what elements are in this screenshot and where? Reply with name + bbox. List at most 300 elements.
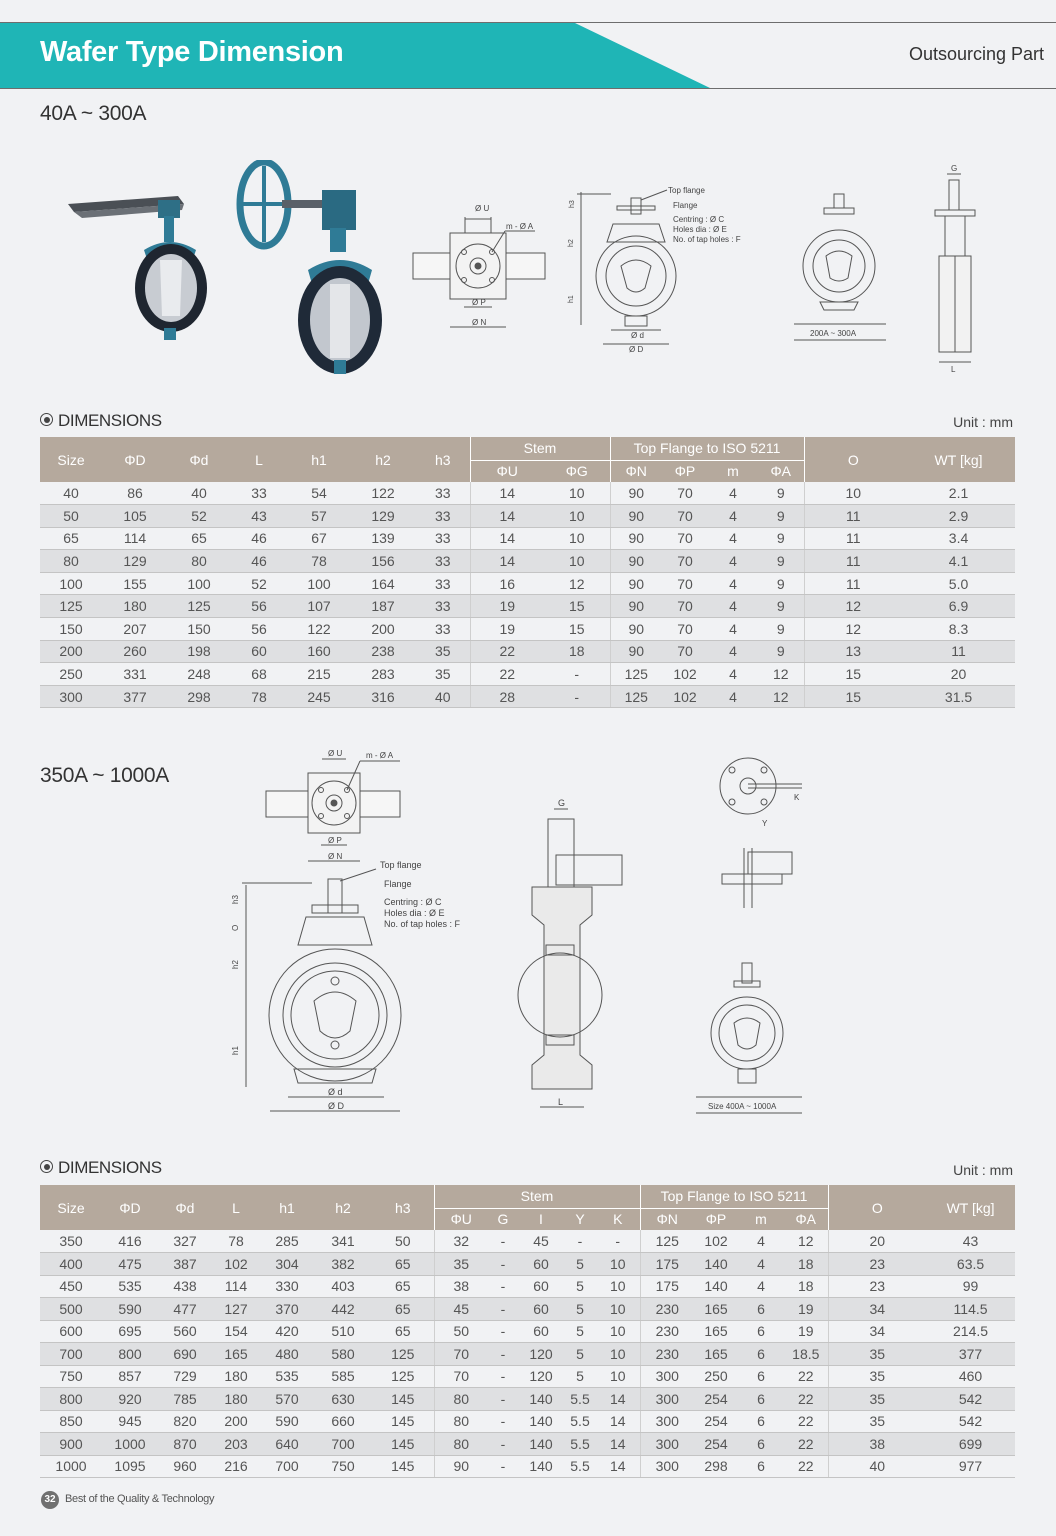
table-cell: 23 bbox=[828, 1253, 926, 1276]
table-cell: 700 bbox=[40, 1343, 102, 1366]
h2-label: h2 bbox=[568, 239, 575, 247]
table-cell: 542 bbox=[926, 1410, 1015, 1433]
table-cell: 327 bbox=[158, 1230, 212, 1253]
table-cell: - bbox=[488, 1298, 518, 1321]
table-cell: 155 bbox=[102, 572, 168, 595]
table-cell: 19 bbox=[470, 595, 544, 618]
k-label: K bbox=[794, 793, 800, 802]
table-cell: 120 bbox=[518, 1365, 564, 1388]
group-top-flange: Top Flange to ISO 5211 bbox=[610, 437, 804, 460]
table-cell: 298 bbox=[694, 1455, 738, 1478]
top-flange-drawing-large bbox=[260, 745, 410, 870]
table-cell: 4 bbox=[738, 1275, 784, 1298]
table-cell: 6 bbox=[738, 1455, 784, 1478]
table-cell: - bbox=[544, 663, 610, 686]
centring-label-2: Centring : Ø C bbox=[384, 897, 442, 907]
table-cell: 165 bbox=[212, 1343, 260, 1366]
table-cell: 65 bbox=[168, 527, 230, 550]
g-label: G bbox=[951, 164, 958, 173]
table-row bbox=[40, 595, 1015, 618]
col-h2: h2 bbox=[314, 1185, 372, 1230]
table-cell: 695 bbox=[102, 1320, 158, 1343]
table-cell: 35 bbox=[828, 1410, 926, 1433]
table-cell: 4 bbox=[708, 550, 758, 573]
table-cell: 8.3 bbox=[902, 618, 1015, 641]
table-cell: 442 bbox=[314, 1298, 372, 1321]
table-cell: 22 bbox=[470, 640, 544, 663]
table-cell: 22 bbox=[784, 1410, 828, 1433]
table-cell: 857 bbox=[102, 1365, 158, 1388]
table-cell: 5 bbox=[564, 1253, 596, 1276]
table-cell: 145 bbox=[372, 1455, 434, 1478]
table-cell: 690 bbox=[158, 1343, 212, 1366]
table-cell: 60 bbox=[518, 1320, 564, 1343]
table-cell: 154 bbox=[212, 1320, 260, 1343]
table-cell: 100 bbox=[168, 572, 230, 595]
table-cell: 90 bbox=[610, 527, 662, 550]
col-D: ΦD bbox=[102, 1185, 158, 1230]
table-cell: 438 bbox=[158, 1275, 212, 1298]
flange-label: Flange bbox=[673, 201, 698, 210]
table-cell: 350 bbox=[40, 1230, 102, 1253]
table-cell: 5 bbox=[564, 1298, 596, 1321]
table-cell: 331 bbox=[102, 663, 168, 686]
table-cell: 300 bbox=[40, 685, 102, 708]
table-cell: 114.5 bbox=[926, 1298, 1015, 1321]
table-cell: 114 bbox=[102, 527, 168, 550]
ma-label: m - Ø A bbox=[506, 222, 534, 231]
page-number-badge: 32 bbox=[41, 1491, 59, 1509]
table-cell: 70 bbox=[434, 1365, 488, 1388]
table-cell: 729 bbox=[158, 1365, 212, 1388]
table-cell: 80 bbox=[168, 550, 230, 573]
table-cell: 4 bbox=[738, 1253, 784, 1276]
table-cell: 35 bbox=[416, 663, 470, 686]
table-cell: 68 bbox=[230, 663, 288, 686]
table-cell: 5.5 bbox=[564, 1388, 596, 1411]
table-cell: 43 bbox=[926, 1230, 1015, 1253]
holes-label-2: Holes dia : Ø E bbox=[384, 908, 445, 918]
table-cell: 800 bbox=[40, 1388, 102, 1411]
table-cell: 102 bbox=[694, 1230, 738, 1253]
table-cell: 99 bbox=[926, 1275, 1015, 1298]
table-cell: 57 bbox=[288, 505, 350, 528]
table-cell: 300 bbox=[640, 1455, 694, 1478]
table-cell: 35 bbox=[828, 1388, 926, 1411]
table-cell: 102 bbox=[212, 1253, 260, 1276]
table-cell: 18 bbox=[544, 640, 610, 663]
table-cell: 33 bbox=[230, 482, 288, 505]
table-cell: 120 bbox=[518, 1343, 564, 1366]
table-cell: - bbox=[488, 1230, 518, 1253]
table-cell: 70 bbox=[662, 595, 708, 618]
col-d: Φd bbox=[168, 437, 230, 482]
table-cell: 238 bbox=[350, 640, 416, 663]
table-cell: 70 bbox=[662, 640, 708, 663]
table-cell: 52 bbox=[168, 505, 230, 528]
table-cell: 11 bbox=[804, 550, 902, 573]
table-cell: 33 bbox=[416, 550, 470, 573]
category-label: Outsourcing Part bbox=[908, 44, 1044, 64]
table-cell: 165 bbox=[694, 1298, 738, 1321]
table-cell: 125 bbox=[168, 595, 230, 618]
table-cell: 22 bbox=[784, 1433, 828, 1456]
table-cell: 14 bbox=[470, 550, 544, 573]
table-cell: 125 bbox=[372, 1343, 434, 1366]
table-cell: 35 bbox=[828, 1365, 926, 1388]
table-cell: 420 bbox=[260, 1320, 314, 1343]
table-cell: 9 bbox=[758, 505, 804, 528]
table-cell: 105 bbox=[102, 505, 168, 528]
table-row bbox=[40, 1365, 1015, 1388]
table-row bbox=[40, 1433, 1015, 1456]
table-cell: 140 bbox=[518, 1455, 564, 1478]
table-cell: 90 bbox=[610, 618, 662, 641]
table-cell: 90 bbox=[610, 572, 662, 595]
table-cell: 480 bbox=[260, 1343, 314, 1366]
col-h3: h3 bbox=[416, 437, 470, 482]
table-cell: 254 bbox=[694, 1410, 738, 1433]
table-cell: 127 bbox=[212, 1298, 260, 1321]
table-row bbox=[40, 685, 1015, 708]
table-cell: 207 bbox=[102, 618, 168, 641]
table-cell: 5 bbox=[564, 1365, 596, 1388]
table-cell: 38 bbox=[434, 1275, 488, 1298]
table-cell: 86 bbox=[102, 482, 168, 505]
table-cell: 90 bbox=[610, 482, 662, 505]
table-cell: 316 bbox=[350, 685, 416, 708]
table-cell: 215 bbox=[288, 663, 350, 686]
table-cell: 80 bbox=[40, 550, 102, 573]
table-cell: 6 bbox=[738, 1410, 784, 1433]
table-cell: - bbox=[488, 1455, 518, 1478]
h2-label-2: h2 bbox=[231, 960, 240, 969]
table-cell: 40 bbox=[828, 1455, 926, 1478]
col-K: K bbox=[596, 1208, 640, 1230]
table-cell: - bbox=[596, 1230, 640, 1253]
table-cell: 90 bbox=[610, 505, 662, 528]
table-cell: 14 bbox=[596, 1388, 640, 1411]
table-cell: 140 bbox=[694, 1275, 738, 1298]
table-cell: 960 bbox=[158, 1455, 212, 1478]
table-cell: 33 bbox=[416, 572, 470, 595]
gear-valve-photo bbox=[230, 160, 390, 380]
table-cell: 510 bbox=[314, 1320, 372, 1343]
table-cell: 129 bbox=[102, 550, 168, 573]
table-cell: 10 bbox=[596, 1275, 640, 1298]
table-cell: 125 bbox=[610, 663, 662, 686]
col-I: I bbox=[518, 1208, 564, 1230]
table-cell: 67 bbox=[288, 527, 350, 550]
table-cell: 180 bbox=[102, 595, 168, 618]
taps-label: No. of tap holes : F bbox=[673, 235, 741, 244]
table-cell: 122 bbox=[350, 482, 416, 505]
table-cell: 56 bbox=[230, 595, 288, 618]
table-cell: 900 bbox=[40, 1433, 102, 1456]
ma-label-2: m - Ø A bbox=[366, 751, 394, 760]
centring-label: Centring : Ø C bbox=[673, 215, 725, 224]
lever-valve-photo bbox=[60, 190, 220, 350]
table-cell: 370 bbox=[260, 1298, 314, 1321]
table-cell: 165 bbox=[694, 1343, 738, 1366]
table-cell: 800 bbox=[102, 1343, 158, 1366]
table-cell: 65 bbox=[372, 1320, 434, 1343]
side-view-drawing-large bbox=[510, 795, 640, 1115]
table-cell: 300 bbox=[640, 1388, 694, 1411]
table-cell: 4 bbox=[738, 1230, 784, 1253]
table-cell: 70 bbox=[662, 527, 708, 550]
table-cell: 535 bbox=[260, 1365, 314, 1388]
table-row bbox=[40, 1320, 1015, 1343]
table-cell: 63.5 bbox=[926, 1253, 1015, 1276]
table-cell: 70 bbox=[434, 1343, 488, 1366]
page-title: Wafer Type Dimension bbox=[40, 36, 344, 68]
table-cell: - bbox=[488, 1365, 518, 1388]
size-note-label-2: Size 400A ~ 1000A bbox=[708, 1102, 777, 1111]
table-cell: 46 bbox=[230, 527, 288, 550]
table-cell: 870 bbox=[158, 1433, 212, 1456]
table-cell: 140 bbox=[518, 1388, 564, 1411]
bullet-icon bbox=[40, 413, 53, 426]
col-m: m bbox=[738, 1208, 784, 1230]
table-cell: 140 bbox=[518, 1433, 564, 1456]
table-cell: 65 bbox=[372, 1298, 434, 1321]
table-cell: - bbox=[564, 1230, 596, 1253]
table-cell: 65 bbox=[40, 527, 102, 550]
table-cell: 14 bbox=[596, 1410, 640, 1433]
table-cell: 535 bbox=[102, 1275, 158, 1298]
table-cell: 9 bbox=[758, 482, 804, 505]
table-cell: 18 bbox=[784, 1253, 828, 1276]
table-cell: 31.5 bbox=[902, 685, 1015, 708]
table-cell: 9 bbox=[758, 527, 804, 550]
table-cell: 12 bbox=[758, 685, 804, 708]
table-cell: 750 bbox=[314, 1455, 372, 1478]
g-label-2: G bbox=[558, 798, 566, 808]
table-cell: 11 bbox=[804, 505, 902, 528]
table-cell: 22 bbox=[470, 663, 544, 686]
size-note-label: 200A ~ 300A bbox=[810, 329, 857, 338]
table-cell: 12 bbox=[544, 572, 610, 595]
table-cell: 32 bbox=[434, 1230, 488, 1253]
table-cell: 699 bbox=[926, 1433, 1015, 1456]
table-cell: 630 bbox=[314, 1388, 372, 1411]
table-cell: 70 bbox=[662, 618, 708, 641]
table-cell: 945 bbox=[102, 1410, 158, 1433]
table-cell: 90 bbox=[610, 640, 662, 663]
col-h2: h2 bbox=[350, 437, 416, 482]
table-cell: - bbox=[488, 1320, 518, 1343]
table-cell: 80 bbox=[434, 1433, 488, 1456]
table-cell: 403 bbox=[314, 1275, 372, 1298]
h3-label-2: h3 bbox=[231, 895, 240, 904]
table-cell: 2.9 bbox=[902, 505, 1015, 528]
col-P: ΦP bbox=[662, 460, 708, 482]
table-cell: 160 bbox=[288, 640, 350, 663]
table-cell: 50 bbox=[40, 505, 102, 528]
table-cell: 70 bbox=[662, 482, 708, 505]
table-cell: 33 bbox=[416, 505, 470, 528]
table-cell: 10 bbox=[544, 527, 610, 550]
table-cell: 4 bbox=[708, 685, 758, 708]
table-cell: 250 bbox=[40, 663, 102, 686]
table-cell: 90 bbox=[434, 1455, 488, 1478]
col-size: Size bbox=[40, 1185, 102, 1230]
table-cell: 6.9 bbox=[902, 595, 1015, 618]
table-cell: 600 bbox=[40, 1320, 102, 1343]
table-cell: 5.5 bbox=[564, 1455, 596, 1478]
table-cell: 35 bbox=[828, 1343, 926, 1366]
group-stem: Stem bbox=[434, 1185, 640, 1208]
table-cell: 129 bbox=[350, 505, 416, 528]
table-cell: 11 bbox=[902, 640, 1015, 663]
table-cell: 70 bbox=[662, 572, 708, 595]
table-cell: 920 bbox=[102, 1388, 158, 1411]
table-cell: 125 bbox=[640, 1230, 694, 1253]
table-cell: 107 bbox=[288, 595, 350, 618]
table-cell: 4 bbox=[708, 482, 758, 505]
table-cell: 4 bbox=[708, 572, 758, 595]
table-cell: 585 bbox=[314, 1365, 372, 1388]
table-cell: 460 bbox=[926, 1365, 1015, 1388]
table-cell: 1095 bbox=[102, 1455, 158, 1478]
top-flange-label-2: Top flange bbox=[380, 860, 422, 870]
table-cell: 10 bbox=[544, 482, 610, 505]
col-U: ΦU bbox=[434, 1208, 488, 1230]
table-cell: 6 bbox=[738, 1343, 784, 1366]
table-cell: 4 bbox=[708, 527, 758, 550]
table-cell: 22 bbox=[784, 1455, 828, 1478]
table-cell: 156 bbox=[350, 550, 416, 573]
d-big-label: Ø D bbox=[629, 345, 644, 354]
table-cell: 35 bbox=[416, 640, 470, 663]
table-cell: 33 bbox=[416, 595, 470, 618]
footer-tagline: Best of the Quality & Technology bbox=[65, 1493, 215, 1505]
table-cell: 260 bbox=[102, 640, 168, 663]
table-cell: 102 bbox=[662, 663, 708, 686]
table-cell: 15 bbox=[544, 618, 610, 641]
col-WT: WT [kg] bbox=[926, 1185, 1015, 1230]
table-cell: 10 bbox=[804, 482, 902, 505]
col-WT: WT [kg] bbox=[902, 437, 1015, 482]
table-cell: 18.5 bbox=[784, 1343, 828, 1366]
table-cell: 125 bbox=[372, 1365, 434, 1388]
col-d: Φd bbox=[158, 1185, 212, 1230]
table-cell: 1000 bbox=[102, 1433, 158, 1456]
top-flange-drawing-small bbox=[405, 195, 555, 340]
table-cell: 60 bbox=[518, 1253, 564, 1276]
table-cell: 15 bbox=[804, 685, 902, 708]
h1-label: h1 bbox=[568, 295, 575, 303]
table-cell: 139 bbox=[350, 527, 416, 550]
table-cell: 9 bbox=[758, 595, 804, 618]
o-label-2: O bbox=[231, 924, 240, 931]
col-A: ΦA bbox=[784, 1208, 828, 1230]
top-flange-label: Top flange bbox=[668, 186, 705, 195]
table-row bbox=[40, 527, 1015, 550]
col-D: ΦD bbox=[102, 437, 168, 482]
table-cell: 977 bbox=[926, 1455, 1015, 1478]
section1-dimension-table bbox=[40, 437, 1015, 708]
table-cell: 475 bbox=[102, 1253, 158, 1276]
table-cell: 200 bbox=[40, 640, 102, 663]
table-cell: 28 bbox=[470, 685, 544, 708]
table-cell: 145 bbox=[372, 1433, 434, 1456]
col-O: O bbox=[828, 1185, 926, 1230]
table-cell: 330 bbox=[260, 1275, 314, 1298]
table-cell: 20 bbox=[828, 1230, 926, 1253]
table-cell: 9 bbox=[758, 572, 804, 595]
table-cell: 100 bbox=[40, 572, 102, 595]
table-cell: 33 bbox=[416, 482, 470, 505]
table-cell: 820 bbox=[158, 1410, 212, 1433]
section2-unit: Unit : mm bbox=[953, 1162, 1013, 1178]
table-row bbox=[40, 1230, 1015, 1253]
table-cell: 560 bbox=[158, 1320, 212, 1343]
table-cell: 285 bbox=[260, 1230, 314, 1253]
table-cell: 90 bbox=[610, 595, 662, 618]
table-row bbox=[40, 663, 1015, 686]
large-size-front-drawing bbox=[790, 190, 900, 350]
col-O: O bbox=[804, 437, 902, 482]
col-A: ΦA bbox=[758, 460, 804, 482]
table-cell: 377 bbox=[102, 685, 168, 708]
table-cell: 11 bbox=[804, 527, 902, 550]
table-cell: 6 bbox=[738, 1320, 784, 1343]
table-cell: 45 bbox=[434, 1298, 488, 1321]
group-stem: Stem bbox=[470, 437, 610, 460]
table-cell: 245 bbox=[288, 685, 350, 708]
table-cell: 750 bbox=[40, 1365, 102, 1388]
table-cell: 140 bbox=[694, 1253, 738, 1276]
table-row bbox=[40, 505, 1015, 528]
table-cell: 14 bbox=[470, 505, 544, 528]
table-cell: 165 bbox=[694, 1320, 738, 1343]
table-cell: 54 bbox=[288, 482, 350, 505]
table-cell: 5 bbox=[564, 1320, 596, 1343]
table-cell: 6 bbox=[738, 1433, 784, 1456]
table-cell: 4 bbox=[708, 618, 758, 641]
table-cell: 10 bbox=[544, 550, 610, 573]
table-cell: 50 bbox=[434, 1320, 488, 1343]
table-cell: 590 bbox=[260, 1410, 314, 1433]
n-label: Ø N bbox=[472, 318, 487, 327]
col-U: ΦU bbox=[470, 460, 544, 482]
table-cell: 150 bbox=[168, 618, 230, 641]
table-row bbox=[40, 1298, 1015, 1321]
table-cell: 298 bbox=[168, 685, 230, 708]
table-cell: 200 bbox=[212, 1410, 260, 1433]
table-row bbox=[40, 1455, 1015, 1478]
table-cell: 114 bbox=[212, 1275, 260, 1298]
table-cell: 180 bbox=[212, 1365, 260, 1388]
table-cell: 198 bbox=[168, 640, 230, 663]
section2-title: 350A ~ 1000A bbox=[40, 764, 169, 787]
table-cell: 382 bbox=[314, 1253, 372, 1276]
table-cell: 12 bbox=[804, 595, 902, 618]
table-cell: - bbox=[544, 685, 610, 708]
table-cell: 90 bbox=[610, 550, 662, 573]
table-cell: 52 bbox=[230, 572, 288, 595]
table-cell: 542 bbox=[926, 1388, 1015, 1411]
table-cell: 4 bbox=[708, 595, 758, 618]
table-cell: 18 bbox=[784, 1275, 828, 1298]
table-cell: 12 bbox=[784, 1230, 828, 1253]
table-cell: 416 bbox=[102, 1230, 158, 1253]
table-cell: - bbox=[488, 1388, 518, 1411]
table-cell: 70 bbox=[662, 505, 708, 528]
table-cell: 200 bbox=[350, 618, 416, 641]
